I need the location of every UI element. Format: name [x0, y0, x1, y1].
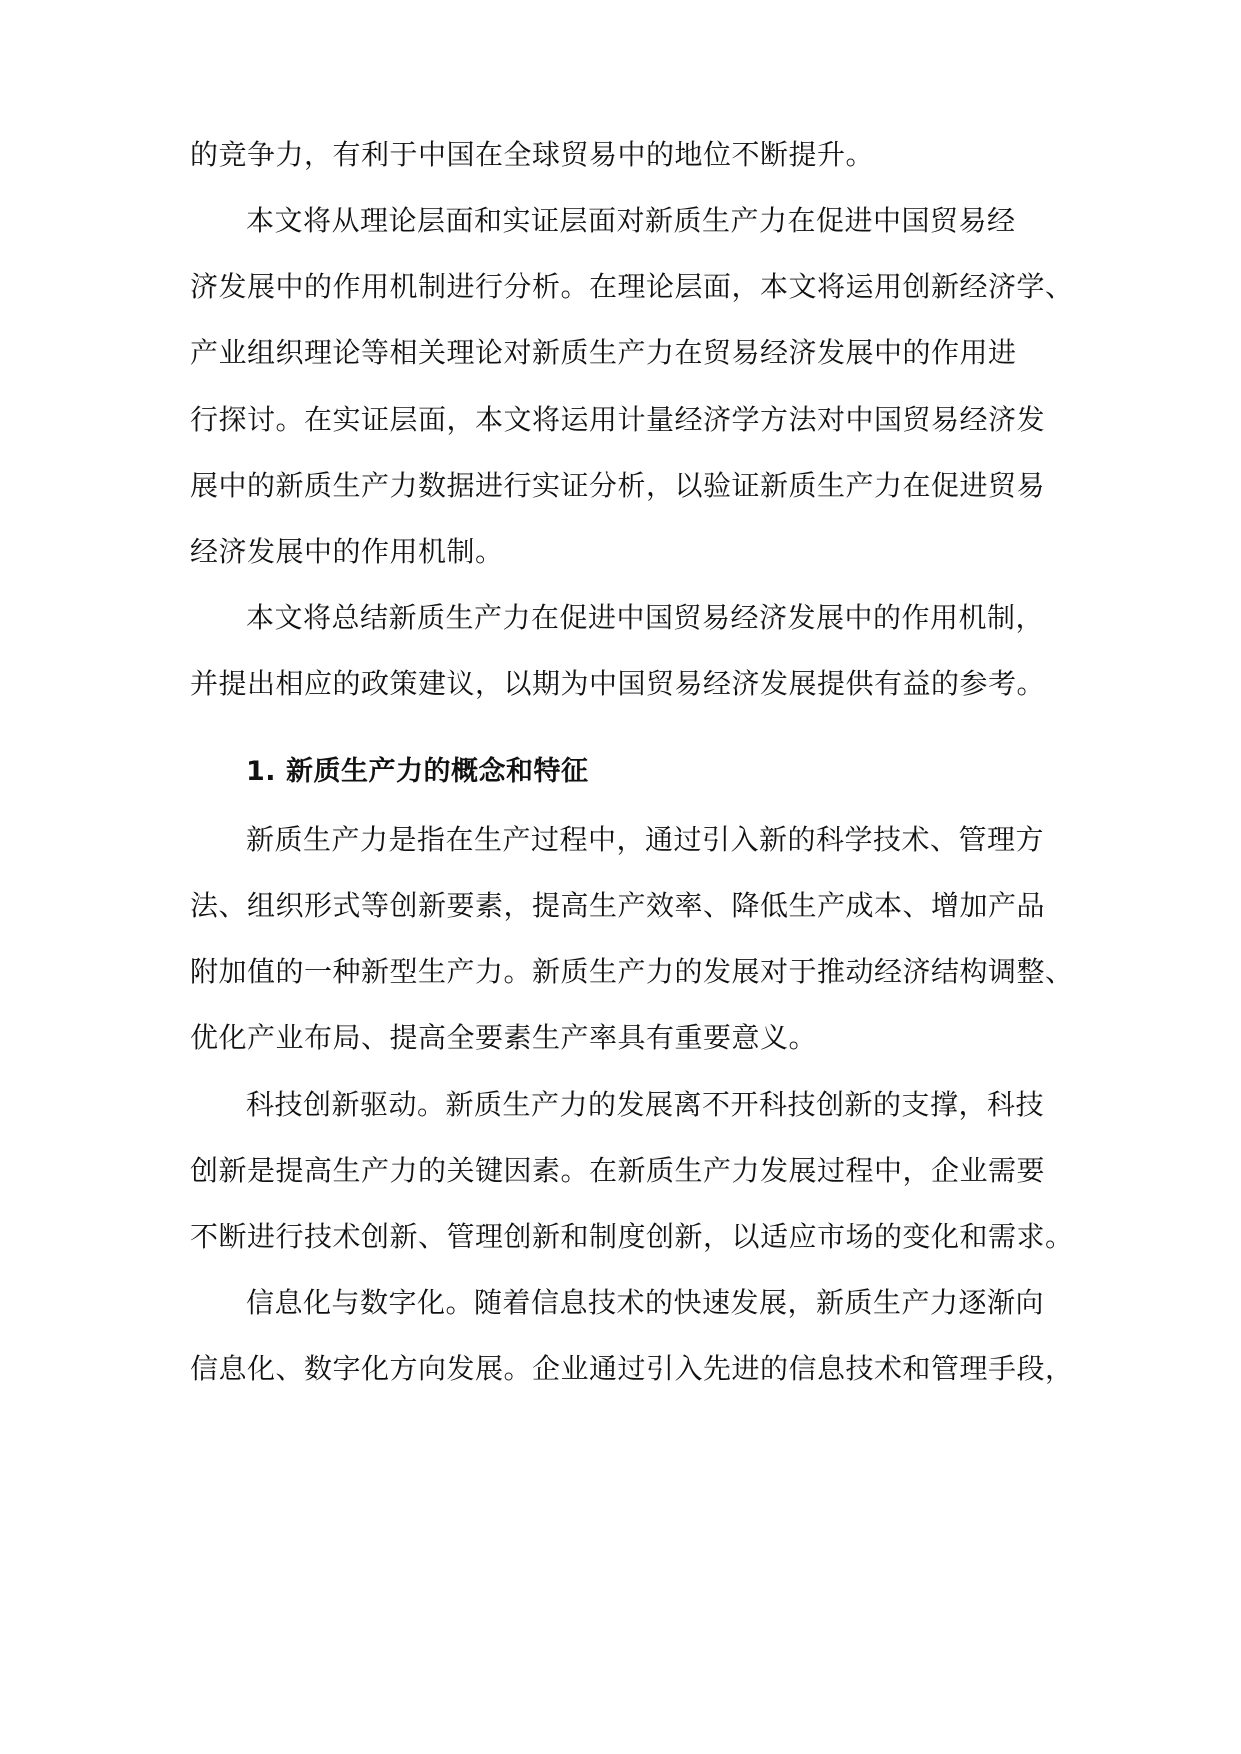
paragraph-2-line-1: 本文将从理论层面和实证层面对新质生产力在促进中国贸易经 [246, 204, 1016, 237]
section-paragraph-2-line-2: 创新是提高生产力的关键因素。在新质生产力发展过程中，企业需要 [190, 1154, 1046, 1187]
section-paragraph-3-line-1: 信息化与数字化。随着信息技术的快速发展，新质生产力逐渐向 [246, 1286, 1045, 1319]
section-paragraph-2-line-1: 科技创新驱动。新质生产力的发展离不开科技创新的支撑，科技 [246, 1088, 1045, 1121]
section-paragraph-1-line-1: 新质生产力是指在生产过程中，通过引入新的科学技术、管理方 [246, 823, 1045, 856]
section-paragraph-1-line-3: 附加值的一种新型生产力。新质生产力的发展对于推动经济结构调整、 [190, 955, 1074, 988]
section-paragraph-2-line-3: 不断进行技术创新、管理创新和制度创新，以适应市场的变化和需求。 [190, 1220, 1074, 1253]
section-paragraph-1-line-2: 法、组织形式等创新要素，提高生产效率、降低生产成本、增加产品 [190, 889, 1046, 922]
section-heading: 1. 新质生产力的概念和特征 [246, 756, 589, 787]
paragraph-2-line-2: 济发展中的作用机制进行分析。在理论层面，本文将运用创新经济学、 [190, 270, 1074, 303]
paragraph-3-line-2: 并提出相应的政策建议，以期为中国贸易经济发展提供有益的参考。 [190, 667, 1046, 700]
paragraph-3-line-1: 本文将总结新质生产力在促进中国贸易经济发展中的作用机制， [246, 601, 1045, 634]
section-paragraph-1-line-4: 优化产业布局、提高全要素生产率具有重要意义。 [190, 1021, 818, 1054]
paragraph-2-line-3: 产业组织理论等相关理论对新质生产力在贸易经济发展中的作用进 [190, 336, 1017, 369]
paragraph-2-line-4: 行探讨。在实证层面，本文将运用计量经济学方法对中国贸易经济发 [190, 403, 1046, 436]
paragraph-1-line-1: 的竞争力，有利于中国在全球贸易中的地位不断提升。 [190, 138, 875, 171]
paragraph-2-line-6: 经济发展中的作用机制。 [190, 535, 504, 568]
section-paragraph-3-line-2: 信息化、数字化方向发展。企业通过引入先进的信息技术和管理手段， [190, 1352, 1074, 1385]
paragraph-2-line-5: 展中的新质生产力数据进行实证分析，以验证新质生产力在促进贸易 [190, 469, 1046, 502]
